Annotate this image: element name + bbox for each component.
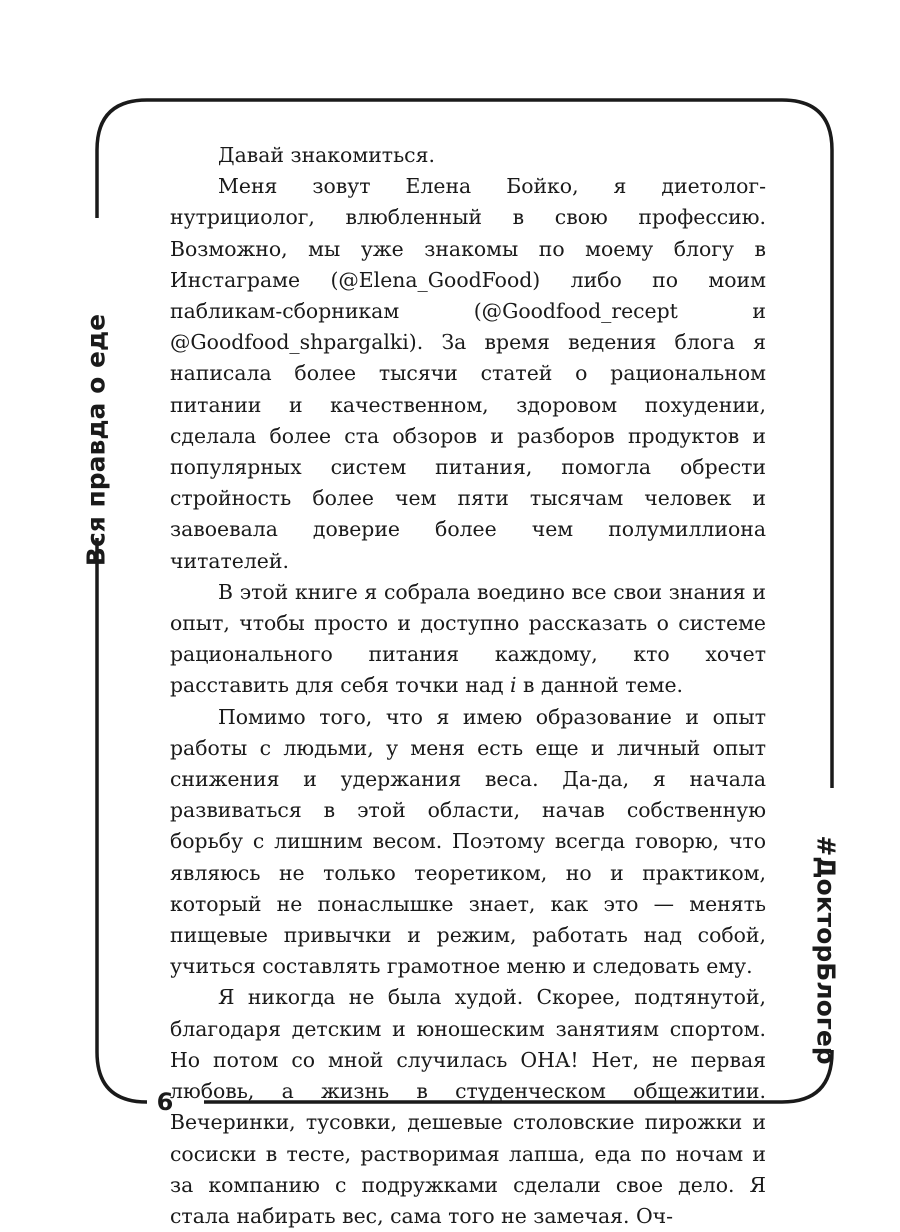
main-text <box>170 140 766 1232</box>
series-title-vertical: #ДокторБлогер <box>811 835 841 1065</box>
paragraph-3-text: В этой книге я собрала воедино все свои знания и опыт, чтобы просто и доступно рассказать о системе рационального питания каждому, кто хочет расставить для себя точки над <box>170 579 766 698</box>
paragraph-5: Я никогда не была худой. Скорее, подтянутой, благодаря детским и юношеским занятиям спортом. Но потом со мной случилась ОНА! Нет, не первая любовь, а жизнь в студенческом общежитии. Вечеринки, тусовки, дешевые столовские пирожки и сосиски в тесте, растворимая лапша, еда по ночам и за компанию с подружками сделали свое дело. Я стала набирать вес, сама того не замечая. Оч- <box>170 985 766 1228</box>
paragraph-4: Помимо того, что я имею образование и опыт работы с людьми, у меня есть еще и личный опыт снижения и удержания веса. Да-да, я начала развиваться в этой области, начав собственную борьбу с лишним весом. Поэтому всегда говорю, что являюсь не только теоретиком, но и практиком, который не понаслышке знает, как это — менять пищевые привычки и режим, работать над собой, учиться составлять грамотное меню и следовать ему. <box>170 704 766 979</box>
frame-bottom-left-border <box>97 538 147 1102</box>
book-title-vertical: Вся правда о еде <box>81 313 111 567</box>
paragraph-3-end: в данной теме. <box>523 673 684 698</box>
italic-letter: i <box>510 673 517 698</box>
page-number: 6 <box>156 1088 174 1116</box>
paragraph-3 <box>170 577 766 702</box>
paragraph-1: Давай знакомиться. <box>218 143 435 167</box>
paragraph-2: Меня зовут Елена Бойко, я диетолог-нутрициолог, влюбленный в свою профессию. Возможно, мы уже знакомы по моему блогу в Инстаграме (@Elena_GoodFood) либо по моим пабликам-сборникам (@Goodfood_recept и @Goodfood_shpargalki). За время ведения блога я написала более тысячи статей о рациональном питании и качественном, здоровом похудении, сделала более ста обзоров и разборов продуктов и популярных систем питания, помогла обрести стройность более чем пяти тысячам человек и завоевала доверие более чем полумиллиона читателей. <box>170 174 766 573</box>
